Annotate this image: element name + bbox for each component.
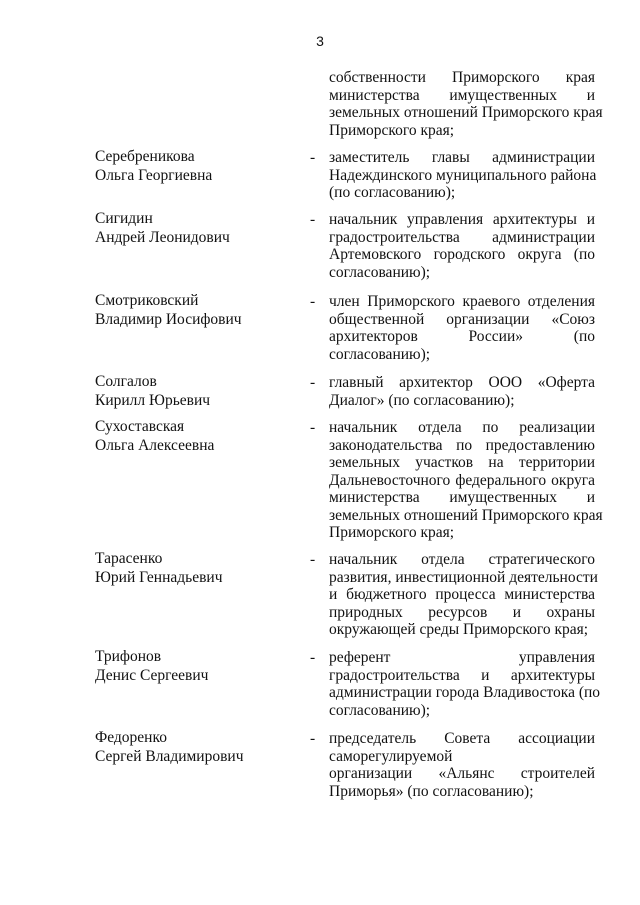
- description-line: заместитель главы администрации: [329, 149, 595, 166]
- intro-line: министерства имущественных и: [329, 86, 595, 104]
- description-line: законодательства по предоставлению: [329, 436, 595, 454]
- description-line: Дальневосточного федерального округа: [329, 471, 595, 489]
- dash-separator: -: [310, 293, 316, 310]
- member-given-names: Юрий Геннадьевич: [95, 568, 223, 586]
- member-description: [329, 649, 601, 719]
- description-line: администрации города Владивостока (по: [329, 684, 601, 701]
- member-description: [329, 374, 595, 409]
- description-line: Приморья» (по согласованию);: [329, 782, 534, 800]
- member-given-names: Владимир Иосифович: [95, 310, 242, 328]
- dash-separator: -: [310, 419, 316, 436]
- member-surname: Тарасенко: [95, 550, 163, 567]
- description-line: архитекторов России» (по: [329, 328, 595, 345]
- dash-separator: -: [310, 730, 316, 747]
- description-line: (по согласованию);: [329, 184, 456, 201]
- member-name: [95, 418, 214, 455]
- description-line: Диалог» (по согласованию);: [329, 391, 515, 409]
- description-line: согласованию);: [329, 263, 431, 281]
- description-line: главный архитектор ООО «Оферта: [329, 374, 595, 391]
- dash-separator: -: [310, 374, 316, 391]
- intro-line: Приморского края;: [329, 121, 455, 139]
- description-line: начальник отдела по реализации: [329, 419, 595, 436]
- dash-separator: -: [310, 551, 316, 568]
- member-surname: Федоренко: [95, 729, 167, 746]
- member-description: [329, 419, 603, 542]
- member-surname: Сухоставская: [95, 418, 185, 435]
- member-description: [329, 551, 598, 639]
- description-line: общественной организации «Союз: [329, 310, 595, 328]
- member-name: [95, 550, 223, 587]
- intro-description: [329, 69, 603, 139]
- member-name: [95, 210, 230, 247]
- dash-separator: -: [310, 211, 316, 228]
- description-line: председатель Совета ассоциации: [329, 730, 595, 747]
- description-line: начальник отдела стратегического: [329, 551, 595, 568]
- member-given-names: Андрей Леонидович: [95, 228, 230, 246]
- description-line: Приморского края;: [329, 524, 455, 541]
- description-line: Надеждинского муниципального района: [329, 166, 597, 184]
- description-line: член Приморского краевого отделения: [329, 293, 595, 310]
- dash-separator: -: [310, 149, 316, 166]
- description-line: согласованию);: [329, 701, 431, 719]
- member-surname: Сигидин: [95, 210, 153, 227]
- description-line: саморегулируемой: [329, 747, 453, 765]
- description-line: согласованию);: [329, 345, 431, 363]
- description-line: Артемовского городского округа (по: [329, 246, 595, 263]
- description-line: референт управления: [329, 649, 595, 666]
- intro-line: земельных отношений Приморского края: [329, 104, 603, 121]
- member-name: [95, 373, 210, 410]
- member-description: [329, 293, 595, 363]
- member-name: [95, 729, 244, 766]
- description-line: земельных участков на территории: [329, 454, 595, 471]
- description-line: окружающей среды Приморского края;: [329, 621, 589, 638]
- description-line: развития, инвестиционной деятельности: [329, 568, 598, 586]
- member-name: [95, 292, 242, 329]
- page-number: 3: [316, 33, 324, 49]
- description-line: и бюджетного процесса министерства: [329, 586, 595, 603]
- member-name: [95, 648, 208, 685]
- member-description: [329, 211, 595, 281]
- member-description: [329, 730, 595, 800]
- member-surname: Солгалов: [95, 373, 157, 390]
- dash-separator: -: [310, 649, 316, 666]
- member-surname: Трифонов: [95, 648, 162, 665]
- member-given-names: Ольга Георгиевна: [95, 166, 213, 184]
- description-line: начальник управления архитектуры и: [329, 211, 595, 228]
- member-given-names: Кирилл Юрьевич: [95, 391, 211, 409]
- member-given-names: Сергей Владимирович: [95, 747, 244, 765]
- member-given-names: Денис Сергеевич: [95, 666, 209, 684]
- member-surname: Смотриковский: [95, 292, 199, 309]
- member-surname: Серебреникова: [95, 148, 195, 165]
- description-line: градостроительства администрации: [329, 228, 595, 246]
- description-line: земельных отношений Приморского края: [329, 506, 603, 524]
- member-name: [95, 148, 212, 185]
- description-line: природных ресурсов и охраны: [329, 603, 595, 621]
- member-given-names: Ольга Алексеевна: [95, 436, 215, 454]
- description-line: организации «Альянс строителей: [329, 765, 595, 782]
- member-description: [329, 149, 595, 202]
- description-line: градостроительства и архитектуры: [329, 666, 595, 684]
- description-line: министерства имущественных и: [329, 489, 595, 506]
- intro-line: собственности Приморского края: [329, 69, 595, 86]
